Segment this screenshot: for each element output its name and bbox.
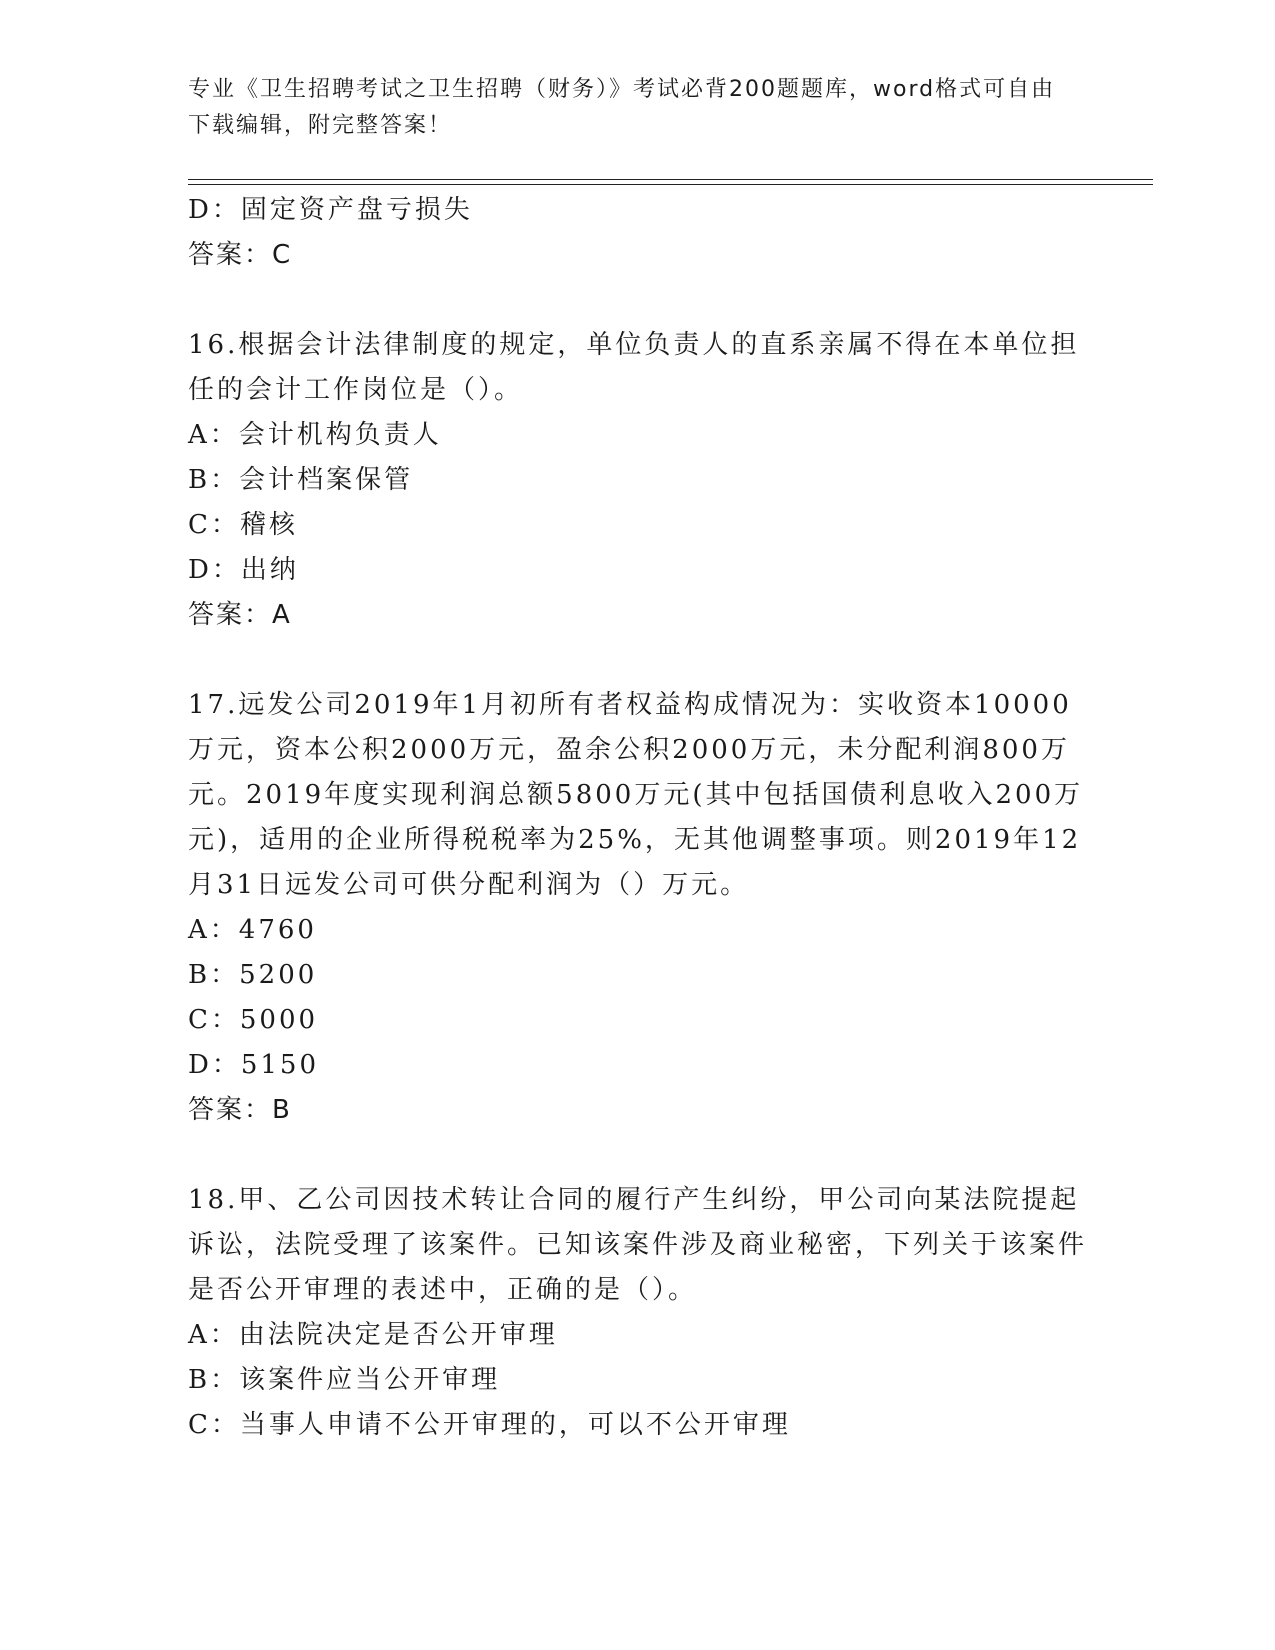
spacer bbox=[188, 638, 1088, 683]
option-c: C：5000 bbox=[188, 1005, 319, 1035]
spacer bbox=[188, 1133, 1088, 1178]
question-18 bbox=[188, 1178, 1088, 1448]
option-a: A：4760 bbox=[188, 915, 317, 945]
option-c: C：稽核 bbox=[188, 510, 298, 540]
option-a: A：会计机构负责人 bbox=[188, 420, 442, 450]
option-d: D：出纳 bbox=[188, 555, 299, 585]
spacer bbox=[188, 278, 1088, 323]
option-b: B：5200 bbox=[188, 960, 318, 990]
question-16 bbox=[188, 323, 1088, 638]
question-stem: 17.远发公司2019年1月初所有者权益构成情况为：实收资本10000万元，资本公积2000万元，盈余公积2000万元，未分配利润800万元。2019年度实现利润总额5800万元(其中包括国债利息收入200万元)，适用的企业所得税税率为25%，无其他调整事项。则2019年12月31日远发公司可供分配利润为（）万元。 bbox=[188, 690, 1084, 900]
document-header: 专业《卫生招聘考试之卫生招聘（财务）》考试必背200题题库，word格式可自由下载编辑，附完整答案！ bbox=[188, 77, 1056, 138]
question-stem: 16.根据会计法律制度的规定，单位负责人的直系亲属不得在本单位担任的会计工作岗位是（）。 bbox=[188, 330, 1080, 405]
answer-line: 答案：C bbox=[188, 240, 293, 270]
option-a: A：由法院决定是否公开审理 bbox=[188, 1320, 558, 1350]
option-c: C：当事人申请不公开审理的，可以不公开审理 bbox=[188, 1410, 791, 1440]
question-content bbox=[188, 188, 1088, 1448]
option-d: D：5150 bbox=[188, 1050, 320, 1080]
question-17 bbox=[188, 683, 1088, 1133]
option-b: B：会计档案保管 bbox=[188, 465, 414, 495]
option-d: D：固定资产盘亏损失 bbox=[188, 195, 473, 225]
answer-line: 答案：B bbox=[188, 1095, 292, 1125]
header-divider-bottom bbox=[188, 184, 1153, 185]
question-stem: 18.甲、乙公司因技术转让合同的履行产生纠纷，甲公司向某法院提起诉讼，法院受理了该案件。已知该案件涉及商业秘密，下列关于该案件是否公开审理的表述中，正确的是（）。 bbox=[188, 1185, 1088, 1305]
header-divider-top bbox=[188, 179, 1153, 180]
answer-line: 答案：A bbox=[188, 600, 292, 630]
option-b: B：该案件应当公开审理 bbox=[188, 1365, 501, 1395]
